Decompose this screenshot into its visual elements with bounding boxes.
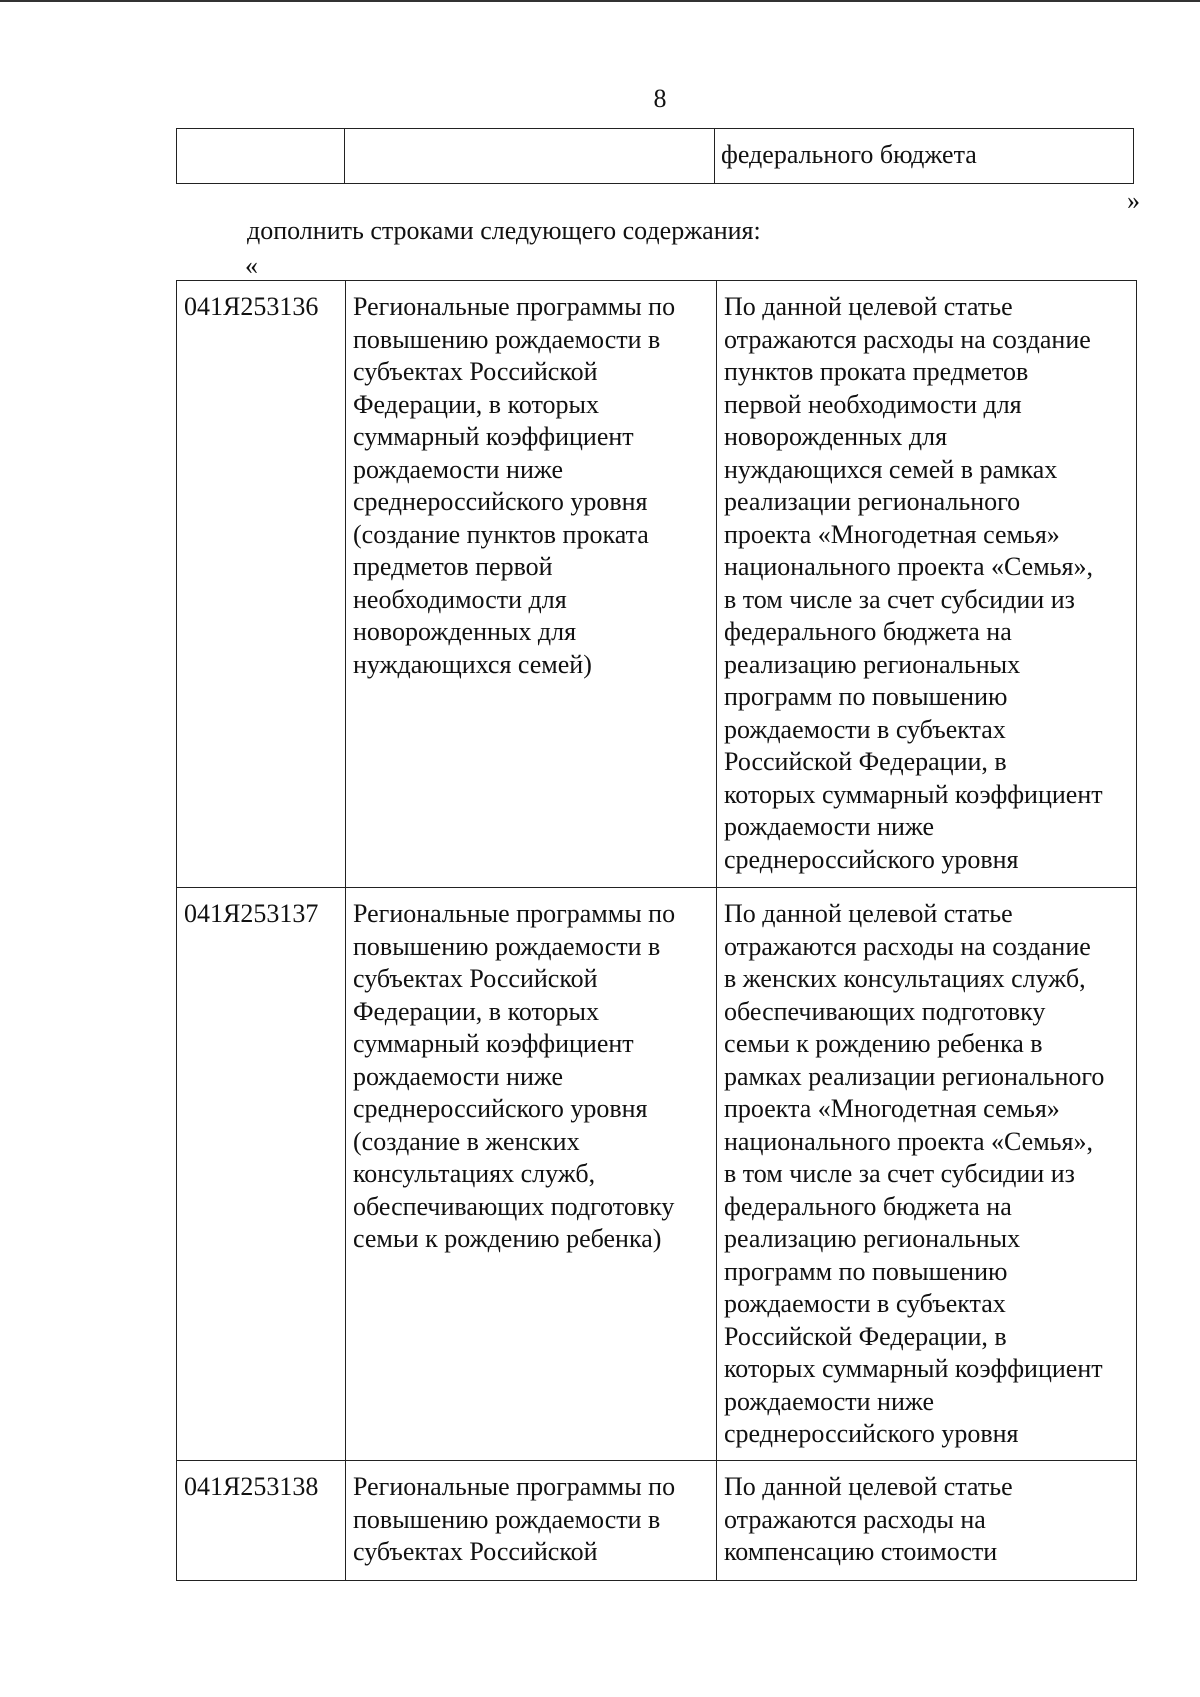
target-article-description: По данной целевой статье отражаются расходы на создание в женских консультациях служб, обеспечивающих подготовку семьи к рождению ребенка в рамках реализации регионального проекта «Многодетная семья» национального проекта «Семья», в том числе за счет субсидии из федерального бюджета на реализацию региональных программ по повышению рождаемости в субъектах Российской Федерации, в которых суммарный коэффициент рождаемости ниже среднероссийского уровня bbox=[717, 888, 1137, 1461]
target-article-code: 041Я253138 bbox=[177, 1461, 346, 1581]
page-top-border bbox=[0, 0, 1200, 2]
description-cell: федерального бюджета bbox=[715, 129, 1134, 184]
opening-quote-mark: « bbox=[245, 251, 258, 280]
target-article-name: Региональные программы по повышению рождаемости в субъектах Российской Федерации, в которых суммарный коэффициент рождаемости ниже среднероссийского уровня (создание пунктов проката предметов первой необходимости для новорожденных для нуждающихся семей) bbox=[346, 281, 717, 888]
target-article-name: Региональные программы по повышению рождаемости в субъектах Российской bbox=[346, 1461, 717, 1581]
table-row bbox=[177, 281, 1137, 888]
target-article-code: 041Я253137 bbox=[177, 888, 346, 1461]
table-row bbox=[177, 129, 1134, 184]
table-row bbox=[177, 888, 1137, 1461]
closing-quote-mark: » bbox=[1127, 186, 1140, 215]
page-number: 8 bbox=[653, 84, 667, 113]
new-rows-table bbox=[176, 280, 1137, 1581]
previous-rows-table-fragment bbox=[176, 128, 1134, 184]
target-article-description: По данной целевой статье отражаются расходы на создание пунктов проката предметов первой необходимости для новорожденных для нуждающихся семей в рамках реализации регионального проекта «Многодетная семья» национального проекта «Семья», в том числе за счет субсидии из федерального бюджета на реализацию региональных программ по повышению рождаемости в субъектах Российской Федерации, в которых суммарный коэффициент рождаемости ниже среднероссийского уровня bbox=[717, 281, 1137, 888]
target-article-name: Региональные программы по повышению рождаемости в субъектах Российской Федерации, в которых суммарный коэффициент рождаемости ниже среднероссийского уровня (создание в женских консультациях служб, обеспечивающих подготовку семьи к рождению ребенка) bbox=[346, 888, 717, 1461]
target-article-description: По данной целевой статье отражаются расходы на компенсацию стоимости bbox=[717, 1461, 1137, 1581]
name-cell bbox=[345, 129, 715, 184]
amendment-intro-text: дополнить строками следующего содержания: bbox=[247, 216, 761, 245]
table-row bbox=[177, 1461, 1137, 1581]
code-cell bbox=[177, 129, 345, 184]
target-article-code: 041Я253136 bbox=[177, 281, 346, 888]
